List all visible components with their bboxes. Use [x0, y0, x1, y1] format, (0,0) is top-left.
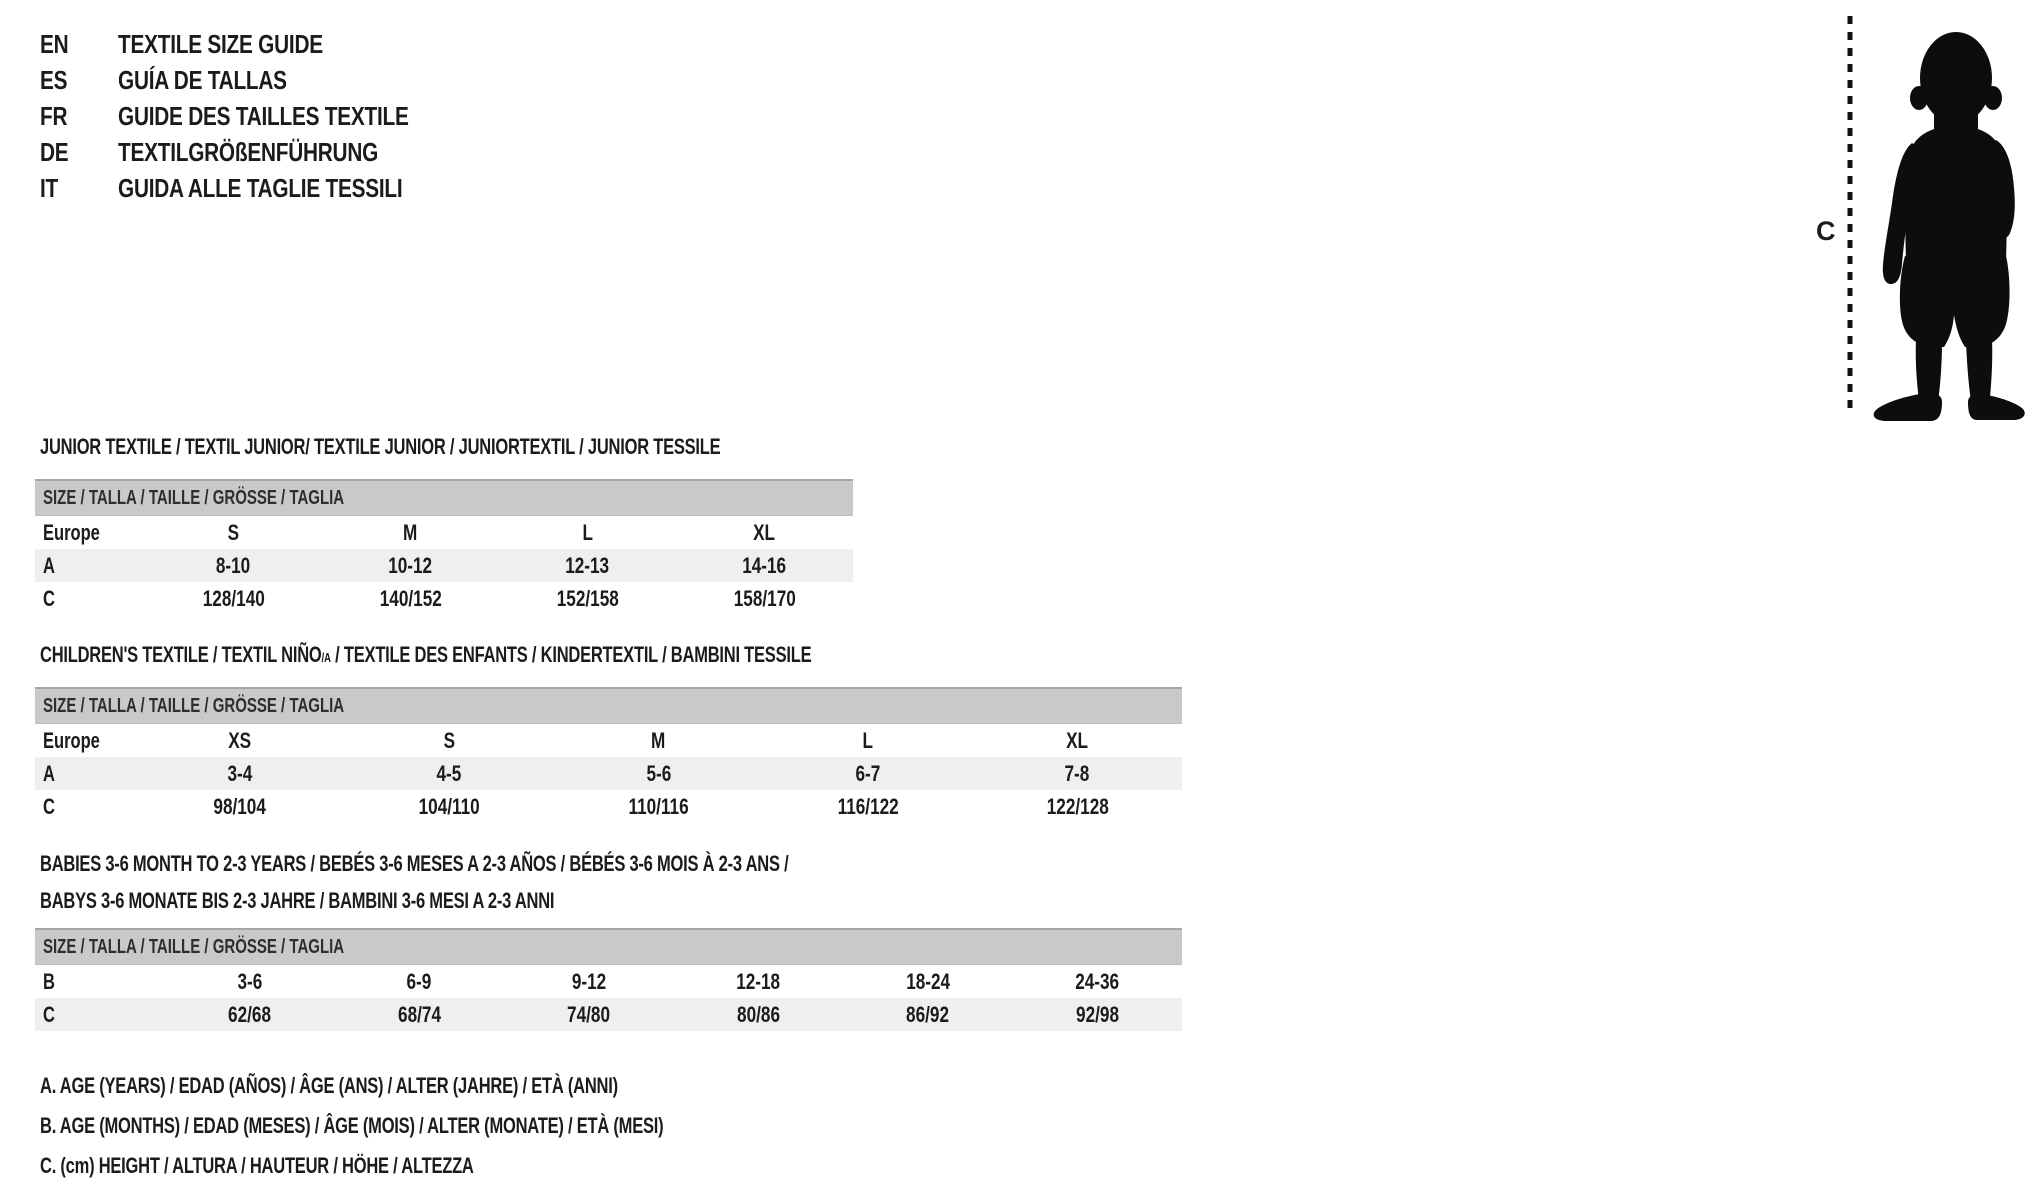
language-title: GUIDA ALLE TAGLIE TESSILI	[118, 172, 403, 203]
value-cell: 8-10	[216, 552, 251, 578]
value-cell: M	[403, 519, 418, 545]
value-cell: 12-18	[736, 968, 781, 994]
value-cell: 122/128	[1046, 793, 1109, 819]
footnote-b: B. AGE (MONTHS) / EDAD (MESES) / ÂGE (MOIS) / ALTER (MONATE) / ETÀ (MESI)	[40, 1113, 664, 1138]
row-label-cell: C	[43, 585, 55, 611]
value-cell: 140/152	[379, 585, 442, 611]
language-row-fr	[40, 98, 481, 134]
language-code: EN	[40, 28, 69, 59]
footnote-a: A. AGE (YEARS) / EDAD (AÑOS) / ÂGE (ANS) / ALTER (JAHRE) / ETÀ (ANNI)	[40, 1073, 618, 1098]
language-row-it	[40, 170, 481, 206]
value-cell: 4-5	[436, 760, 462, 786]
title-subscript: /A	[321, 650, 331, 665]
language-code: FR	[40, 100, 68, 131]
value-cell: S	[227, 519, 240, 545]
language-legend	[40, 26, 481, 206]
size-header-bar: SIZE / TALLA / TAILLE / GRÖSSE / TAGLIA	[35, 928, 1182, 965]
value-cell: XL	[1066, 727, 1089, 753]
table-row-b	[35, 965, 1182, 998]
value-cell: 128/140	[202, 585, 265, 611]
row-label-cell: A	[43, 552, 55, 578]
babies-size-table	[35, 928, 1182, 1031]
language-title: TEXTILE SIZE GUIDE	[118, 28, 323, 59]
table-row-a	[35, 549, 853, 582]
table-row-a	[35, 757, 1182, 790]
height-dashed-line	[1844, 16, 1856, 416]
value-cell: 80/86	[736, 1001, 780, 1027]
row-label-cell: C	[43, 793, 55, 819]
row-label-cell: A	[43, 760, 55, 786]
value-cell: L	[862, 727, 874, 753]
value-cell: 158/170	[733, 585, 796, 611]
value-cell: L	[582, 519, 593, 545]
table-row-europe	[35, 724, 1182, 757]
table-row-c	[35, 582, 853, 615]
value-cell: 18-24	[905, 968, 950, 994]
size-header-bar: SIZE / TALLA / TAILLE / GRÖSSE / TAGLIA	[35, 687, 1182, 724]
value-cell: 14-16	[742, 552, 787, 578]
value-cell: 62/68	[228, 1001, 272, 1027]
value-cell: 92/98	[1075, 1001, 1119, 1027]
language-code: IT	[40, 172, 59, 203]
language-row-en	[40, 26, 481, 62]
value-cell: 10-12	[388, 552, 433, 578]
children-size-table	[35, 687, 1182, 823]
language-title: GUÍA DE TALLAS	[118, 64, 287, 95]
value-cell: 68/74	[397, 1001, 441, 1027]
value-cell: 6-9	[406, 968, 432, 994]
babies-section-title-line1: BABIES 3-6 MONTH TO 2-3 YEARS / BEBÉS 3-6 MESES A 2-3 AÑOS / BÉBÉS 3-6 MOIS À 2-3 ANS /	[40, 851, 789, 876]
value-cell: M	[651, 727, 666, 753]
language-row-es	[40, 62, 481, 98]
language-code: DE	[40, 136, 69, 167]
value-cell: 6-7	[855, 760, 881, 786]
height-label-c: C	[1816, 216, 1836, 246]
value-cell: 152/158	[556, 585, 619, 611]
row-label-cell: Europe	[43, 727, 100, 753]
row-label-cell: C	[43, 1001, 55, 1027]
babies-section-title-line2: BABYS 3-6 MONATE BIS 2-3 JAHRE / BAMBINI 3-6 MESI A 2-3 ANNI	[40, 888, 555, 913]
footnote-c: C. (cm) HEIGHT / ALTURA / HAUTEUR / HÖHE / ALTEZZA	[40, 1153, 474, 1178]
table-row-c	[35, 790, 1182, 823]
language-code: ES	[40, 64, 68, 95]
children-section-title: CHILDREN'S TEXTILE / TEXTIL NIÑO/A / TEXTILE DES ENFANTS / KINDERTEXTIL / BAMBINI TESSILE	[40, 642, 812, 667]
value-cell: 110/116	[628, 793, 689, 819]
value-cell: 5-6	[646, 760, 671, 786]
table-row-c	[35, 998, 1182, 1031]
junior-size-table	[35, 479, 853, 615]
value-cell: 3-6	[237, 968, 263, 994]
value-cell: 9-12	[571, 968, 606, 994]
value-cell: 98/104	[213, 793, 266, 819]
value-cell: 7-8	[1064, 760, 1090, 786]
value-cell: 74/80	[567, 1001, 611, 1027]
row-label-cell: Europe	[43, 519, 100, 545]
value-cell: 24-36	[1075, 968, 1120, 994]
table-row-europe	[35, 516, 853, 549]
value-cell: S	[443, 727, 455, 753]
language-title: GUIDE DES TAILLES TEXTILE	[118, 100, 409, 131]
height-figure	[900, 0, 1836, 430]
language-title: TEXTILGRÖßENFÜHRUNG	[118, 136, 379, 167]
value-cell: 12-13	[565, 552, 610, 578]
value-cell: 116/122	[837, 793, 899, 819]
junior-section-title: JUNIOR TEXTILE / TEXTIL JUNIOR/ TEXTILE JUNIOR / JUNIORTEXTIL / JUNIOR TESSILE	[40, 434, 721, 459]
value-cell: 86/92	[906, 1001, 950, 1027]
size-header-bar: SIZE / TALLA / TAILLE / GRÖSSE / TAGLIA	[35, 479, 853, 516]
baby-silhouette-icon	[1868, 18, 2040, 418]
value-cell: XS	[228, 727, 252, 753]
value-cell: XL	[753, 519, 776, 545]
footnotes	[40, 1066, 871, 1186]
value-cell: 104/110	[418, 793, 480, 819]
language-row-de	[40, 134, 481, 170]
value-cell: 3-4	[227, 760, 253, 786]
row-label-cell: B	[43, 968, 55, 994]
